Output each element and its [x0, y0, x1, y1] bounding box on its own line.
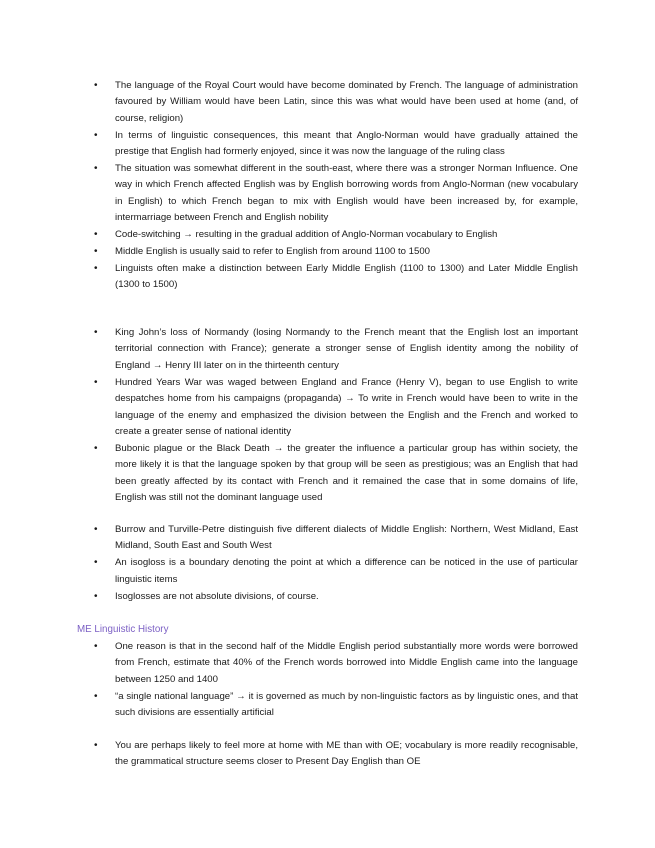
- list-item: [0, 689, 655, 722]
- list-item: [0, 325, 655, 374]
- list-item: [0, 738, 655, 771]
- bullet-icon: •: [94, 740, 98, 751]
- bullet-icon: •: [94, 442, 98, 454]
- list-item-text: In terms of linguistic consequences, this meant that Anglo-Norman would have gradually attained the prestige that English had formerly enjoyed, since it was now the language of the ruling class: [115, 129, 578, 158]
- list-item: [0, 555, 655, 588]
- list-item: [0, 227, 655, 243]
- bullet-icon: •: [94, 246, 98, 258]
- bullet-icon: •: [94, 690, 98, 702]
- list-item: [0, 78, 655, 127]
- list-item-text: Bubonic plague or the Black Death → the greater the influence a particular group has within society, the more likely it is that the language spoken by that group will be seen as prestigious; was an English that had been greatly affected by its contact with French and it remained the case that in some domains of life, English was still not the dominant language used: [115, 442, 578, 504]
- bullet-list-linguistic-history: [0, 639, 655, 722]
- list-item-text: An isogloss is a boundary denoting the point at which a difference can be noticed in the use of particular linguistic items: [115, 557, 578, 585]
- list-item: [0, 261, 655, 294]
- bullet-icon: •: [94, 327, 98, 338]
- bullet-icon: •: [94, 229, 98, 241]
- bullet-icon: •: [94, 129, 98, 141]
- bullet-list-norman-influence: [0, 78, 655, 294]
- list-item-text: One reason is that in the second half of the Middle English period substantially more words were borrowed from French, estimate that 40% of the French words borrowed into Middle English came into the language between 1250 and 1400: [115, 641, 578, 685]
- list-item: [0, 375, 655, 441]
- list-item-text: Burrow and Turville-Petre distinguish five different dialects of Middle English: Northern, West Midland, East Midland, South East and South West: [115, 524, 578, 552]
- bullet-list-dialects: [0, 522, 655, 606]
- list-item: [0, 128, 655, 161]
- list-item: [0, 639, 655, 688]
- list-item-text: Linguists often make a distinction between Early Middle English (1100 to 1300) and Later Middle English (1300 to 1500): [115, 262, 578, 291]
- section-heading: ME Linguistic History: [77, 624, 169, 635]
- bullet-icon: •: [94, 590, 98, 602]
- bullet-list-english-identity: [0, 325, 655, 507]
- bullet-icon: •: [94, 524, 98, 535]
- list-item: [0, 244, 655, 260]
- bullet-icon: •: [94, 80, 98, 91]
- bullet-icon: •: [94, 376, 98, 388]
- list-item: [0, 161, 655, 227]
- list-item-text: Middle English is usually said to refer to English from around 1100 to 1500: [115, 246, 430, 258]
- list-item-text: Isoglosses are not absolute divisions, of course.: [115, 590, 319, 602]
- bullet-icon: •: [94, 262, 98, 274]
- list-item-text: King John’s loss of Normandy (losing Normandy to the French meant that the English lost an important territorial connection with France); generate a stronger sense of English identity among the nobility of England → Henry III later on in the thirteenth century: [115, 327, 578, 371]
- list-item: [0, 589, 655, 605]
- list-item: [0, 522, 655, 555]
- bullet-icon: •: [94, 641, 98, 652]
- list-item-text: Hundred Years War was waged between England and France (Henry V), began to use English to write despatches home from his campaigns (propaganda) → To write in French would have been to write in the language of the enemy and emphasized the division between the English and the French and worked to create a greater sense of national identity: [115, 376, 578, 437]
- list-item-text: The language of the Royal Court would have become dominated by French. The language of administration favoured by William would have been Latin, since this was what would have been used at home (and, of course, religion): [115, 80, 578, 124]
- list-item-text: “a single national language” → it is governed as much by non-linguistic factors as by linguistic ones, and that such divisions are essentially artificial: [115, 690, 578, 719]
- list-item-text: You are perhaps likely to feel more at home with ME than with OE; vocabulary is more readily recognisable, the grammatical structure seems closer to Present Day English than OE: [115, 740, 578, 768]
- list-item-text: Code-switching → resulting in the gradual addition of Anglo-Norman vocabulary to English: [115, 229, 498, 241]
- bullet-list-me-vs-oe: [0, 738, 655, 771]
- bullet-icon: •: [94, 557, 98, 569]
- list-item-text: The situation was somewhat different in the south-east, where there was a stronger Norman Influence. One way in which French affected English was by English borrowing words from Anglo-Norman (new vocabulary in English) to which French began to mix with English would have been increased by, for example, intermarriage between French and English nobility: [115, 163, 578, 224]
- list-item: [0, 441, 655, 507]
- bullet-icon: •: [94, 163, 98, 175]
